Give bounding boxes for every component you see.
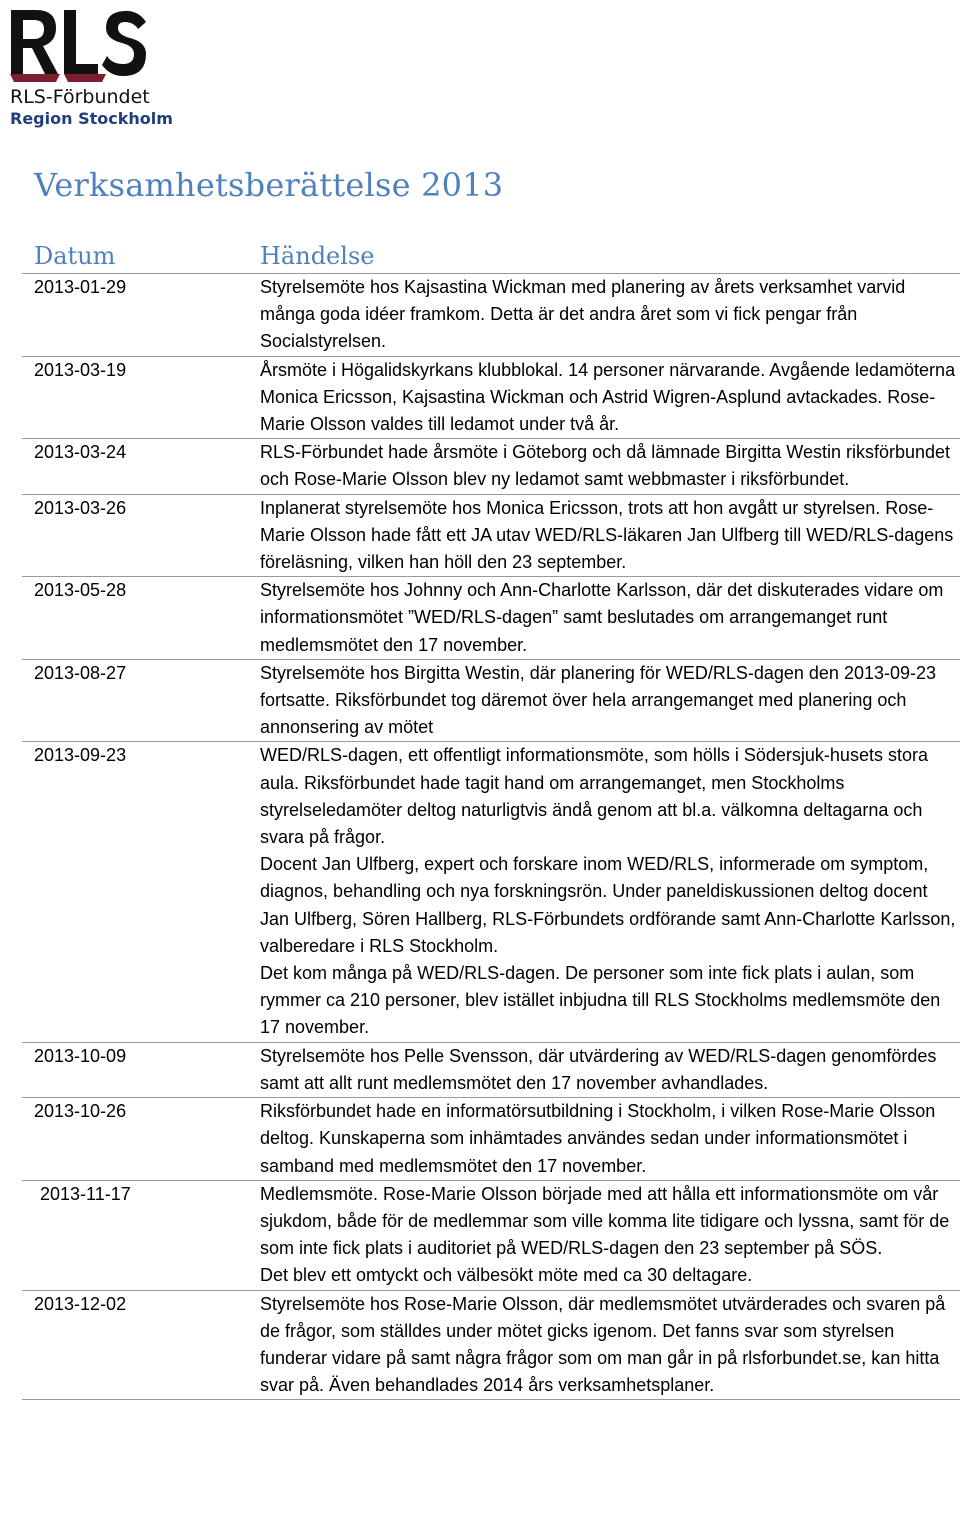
table-row [22,1098,960,1181]
rls-logo [6,6,173,128]
event-paragraph: Riksförbundet hade en informatörsutbildning i Stockholm, i vilken Rose-Marie Olsson deltog. Kunskaperna som inhämtades användes sedan under informationsmötet i samband med medlemsmötet den 17 november. [260,1101,936,1176]
table-row [22,577,960,660]
event-paragraph: Styrelsemöte hos Kajsastina Wickman med planering av årets verksamhet varvid många goda idéer framkom. Detta är det andra året som vi fick pengar från Socialstyrelsen. [260,277,906,352]
event-description [260,742,960,1041]
table-row [22,439,960,494]
table-header [22,238,960,274]
event-date: 2013-03-19 [34,359,127,380]
event-description [260,439,960,493]
events-table [22,238,960,1400]
table-row [22,495,960,578]
date-column-header: Datum [34,242,116,270]
event-description [260,660,960,742]
event-paragraph: Docent Jan Ulfberg, expert och forskare inom WED/RLS, informerade om symptom, diagnos, behandling och nya forskningsrön. Under paneldiskussionen deltog docent Jan Ulfberg, Sören Hallberg, RLS-Förbundets ordförande samt Ann-Charlotte Karlsson, valberedare i RLS Stockholm. [260,854,956,956]
event-date: 2013-08-27 [34,662,127,683]
event-date: 2013-03-24 [34,442,127,463]
event-paragraph: RLS-Förbundet hade årsmöte i Göteborg och då lämnade Birgitta Westin riksförbundet och Rose-Marie Olsson blev ny ledamot samt webbmaster i riksförbundet. [260,442,951,490]
event-description [260,1291,960,1400]
event-description [260,495,960,577]
page-title: Verksamhetsberättelse 2013 [34,166,504,204]
logo-text: RLS-Förbundet [10,86,150,108]
event-date: 2013-05-28 [34,580,127,601]
event-paragraph: Styrelsemöte hos Birgitta Westin, där planering för WED/RLS-dagen den 2013-09-23 fortsatte. Riksförbundet tog däremot över hela arrangemanget med planering och annonsering av mötet [260,662,937,738]
event-date: 2013-01-29 [34,277,127,297]
event-paragraph: Styrelsemöte hos Rose-Marie Olsson, där medlemsmötet utvärderades och svaren på de frågor, som ställdes under mötet gicks igenom. Det fanns svar som styrelsen funderar vidare på samt några frågor som om man går in på rlsforbundet.se, kan hitta svar på. Även behandlades 2014 års verksamhetsplaner. [260,1293,946,1396]
table-body [22,274,960,1400]
event-paragraph: Styrelsemöte hos Johnny och Ann-Charlotte Karlsson, där det diskuterades vidare om informationsmötet ”WED/RLS-dagen” samt beslutades om arrangemanget runt medlemsmötet den 17 november. [260,580,944,655]
event-date: 2013-10-26 [34,1101,127,1122]
event-description [260,357,960,439]
event-paragraph: Styrelsemöte hos Pelle Svensson, där utvärdering av WED/RLS-dagen genomfördes samt att allt runt medlemsmötet den 17 november avhandlades. [260,1045,937,1093]
event-description [260,1181,960,1290]
event-description [260,274,960,356]
event-paragraph: Det blev ett omtyckt och välbesökt möte med ca 30 deltagare. [260,1265,753,1286]
table-row [22,1043,960,1098]
event-paragraph: Det kom många på WED/RLS-dagen. De personer som inte fick plats i aulan, som rymmer ca 210 personer, blev istället inbjudna till RLS Stockholms medlemsmöte den 17 november. [260,963,941,1038]
event-paragraph: Medlemsmöte. Rose-Marie Olsson började med att hålla ett informationsmöte om vår sjukdom, både för de medlemmar som ville komma lite tidigare och lyssna, samt för de som inte fick plats i auditoriet på WED/RLS-dagen den 23 september på SÖS. [260,1183,950,1259]
event-paragraph: WED/RLS-dagen, ett offentligt informationsmöte, som hölls i Södersjuk-husets stora aula. Riksförbundet hade tagit hand om arrangemanget, men Stockholms styrelseledamöter deltog naturligtvis ändå genom att bl.a. välkomna deltagarna och svara på frågor. [260,745,928,848]
event-date: 2013-12-02 [34,1293,127,1314]
event-description [260,1098,960,1180]
table-row [22,660,960,743]
event-paragraph: Årsmöte i Högalidskyrkans klubblokal. 14 personer närvarande. Avgående ledamöterna Monica Ericsson, Kajsastina Wickman och Astrid Wigren-Asplund avtackades. Rose-Marie Olsson valdes till ledamot under två år. [260,359,956,435]
event-description [260,1043,960,1097]
event-column-header: Händelse [260,242,375,270]
event-date: 2013-09-23 [34,745,127,766]
event-date: 2013-11-17 [40,1183,131,1204]
table-row [22,1181,960,1291]
logo-region: Region Stockholm [10,109,173,128]
table-row [22,742,960,1042]
rls-logo-mark [6,6,166,92]
table-row [22,357,960,440]
table-row [22,274,960,357]
event-date: 2013-10-09 [34,1045,127,1066]
event-paragraph: Inplanerat styrelsemöte hos Monica Ericsson, trots att hon avgått ur styrelsen. Rose-Marie Olsson hade fått ett JA utav WED/RLS-läkaren Jan Ulfberg till WED/RLS-dagens föreläsning, vilken han höll den 23 september. [260,497,954,573]
table-row [22,1291,960,1401]
feet-shape [10,74,60,82]
event-description [260,577,960,659]
event-date: 2013-03-26 [34,497,127,518]
